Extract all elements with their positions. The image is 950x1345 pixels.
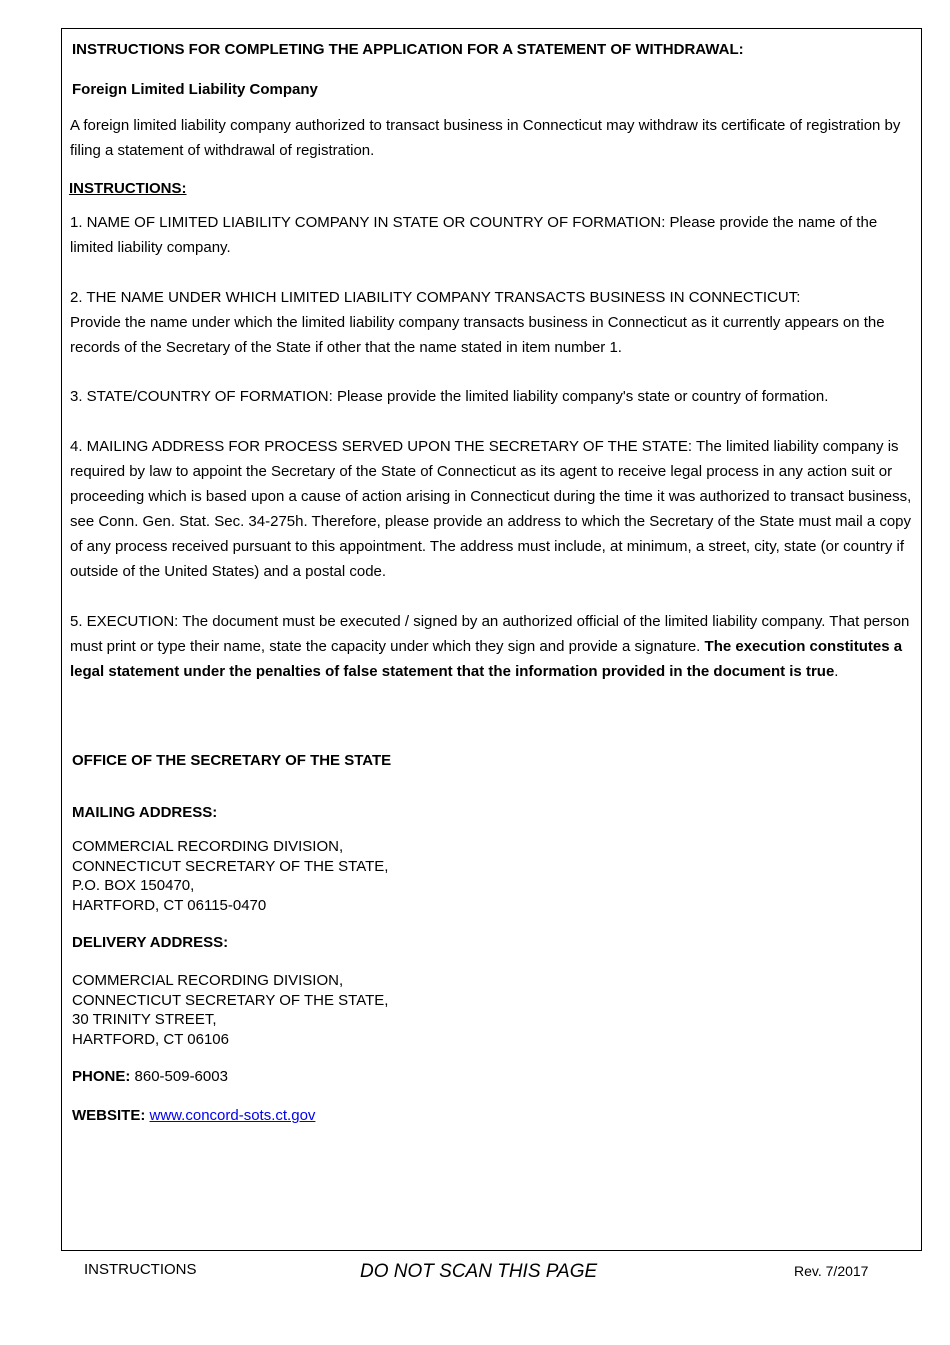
mailing-address-line: P.O. BOX 150470, [72, 877, 195, 894]
website [72, 1107, 315, 1124]
mailing-address [72, 837, 388, 915]
phone-label: PHONE: [72, 1068, 131, 1085]
delivery-address-line: CONNECTICUT SECRETARY OF THE STATE, [72, 991, 389, 1009]
instruction-item-5-text: 5. EXECUTION: The document must be executed / signed by an authorized official of the limited liability company. That person must print or type their name, state the capacity under which they sign and provide a signature. [70, 613, 910, 655]
page-subtitle: Foreign Limited Liability Company [72, 81, 318, 98]
phone-number: 860-509-6003 [134, 1068, 228, 1085]
instructions-heading: INSTRUCTIONS: [69, 180, 187, 197]
execution-period: . [834, 663, 839, 680]
instruction-item-3: 3. STATE/COUNTRY OF FORMATION: Please provide the limited liability company's state or country of formation. [70, 388, 829, 405]
delivery-address [72, 971, 388, 1049]
delivery-address-line: 30 TRINITY STREET, [72, 1011, 217, 1028]
intro-paragraph: A foreign limited liability company authorized to transact business in Connecticut may withdraw its certificate of registration by filing a statement of withdrawal of registration. [70, 117, 901, 159]
phone [72, 1068, 228, 1085]
office-title: OFFICE OF THE SECRETARY OF THE STATE [72, 752, 392, 769]
instruction-item-2-body: Provide the name under which the limited liability company transacts business in Connecticut as it currently appears on the records of the Secretary of the State if other that the name stated in item number 1. [70, 314, 885, 356]
execution-legal-statement: The execution constitutes a legal statement under the penalties of false statement that the information provided in the document is true [70, 638, 903, 680]
footer-revision: Rev. 7/2017 [794, 1263, 869, 1279]
delivery-address-line: HARTFORD, CT 06106 [72, 1030, 229, 1048]
website-link[interactable]: www.concord-sots.ct.gov [149, 1107, 316, 1124]
instruction-item-2-heading: 2. THE NAME UNDER WHICH LIMITED LIABILITY COMPANY TRANSACTS BUSINESS IN CONNECTICUT: [70, 289, 801, 306]
delivery-address-line: COMMERCIAL RECORDING DIVISION, [72, 972, 344, 989]
footer-scan-notice: DO NOT SCAN THIS PAGE [360, 1261, 598, 1282]
footer-section-label: INSTRUCTIONS [84, 1261, 197, 1278]
instruction-item-1: 1. NAME OF LIMITED LIABILITY COMPANY IN STATE OR COUNTRY OF FORMATION: Please provide the name of the limited liability company. [70, 214, 878, 256]
mailing-address-heading: MAILING ADDRESS: [72, 804, 218, 821]
mailing-address-line: CONNECTICUT SECRETARY OF THE STATE, [72, 857, 389, 875]
mailing-address-line: COMMERCIAL RECORDING DIVISION, [72, 838, 344, 855]
instruction-item-4: 4. MAILING ADDRESS FOR PROCESS SERVED UPON THE SECRETARY OF THE STATE: The limited liability company is required by law to appoint the Secretary of the State of Connecticut as its agent to receive legal process in any action suit or proceeding which is based upon a cause of action arising in Connecticut during the time it was authorized to transact business, see Conn. Gen. Stat. Sec. 34-275h. Therefore, please provide an address to which the Secretary of the State must mail a copy of any process received pursuant to this appointment. The address must include, at minimum, a street, city, state (or country if outside of the United States) and a postal code. [70, 438, 912, 580]
delivery-address-heading: DELIVERY ADDRESS: [72, 934, 229, 951]
website-label: WEBSITE: [72, 1107, 146, 1124]
instruction-item-5 [70, 609, 916, 684]
instruction-item-2 [70, 285, 916, 360]
page-title: INSTRUCTIONS FOR COMPLETING THE APPLICATION FOR A STATEMENT OF WITHDRAWAL: [72, 41, 744, 58]
mailing-address-line: HARTFORD, CT 06115-0470 [72, 896, 267, 914]
